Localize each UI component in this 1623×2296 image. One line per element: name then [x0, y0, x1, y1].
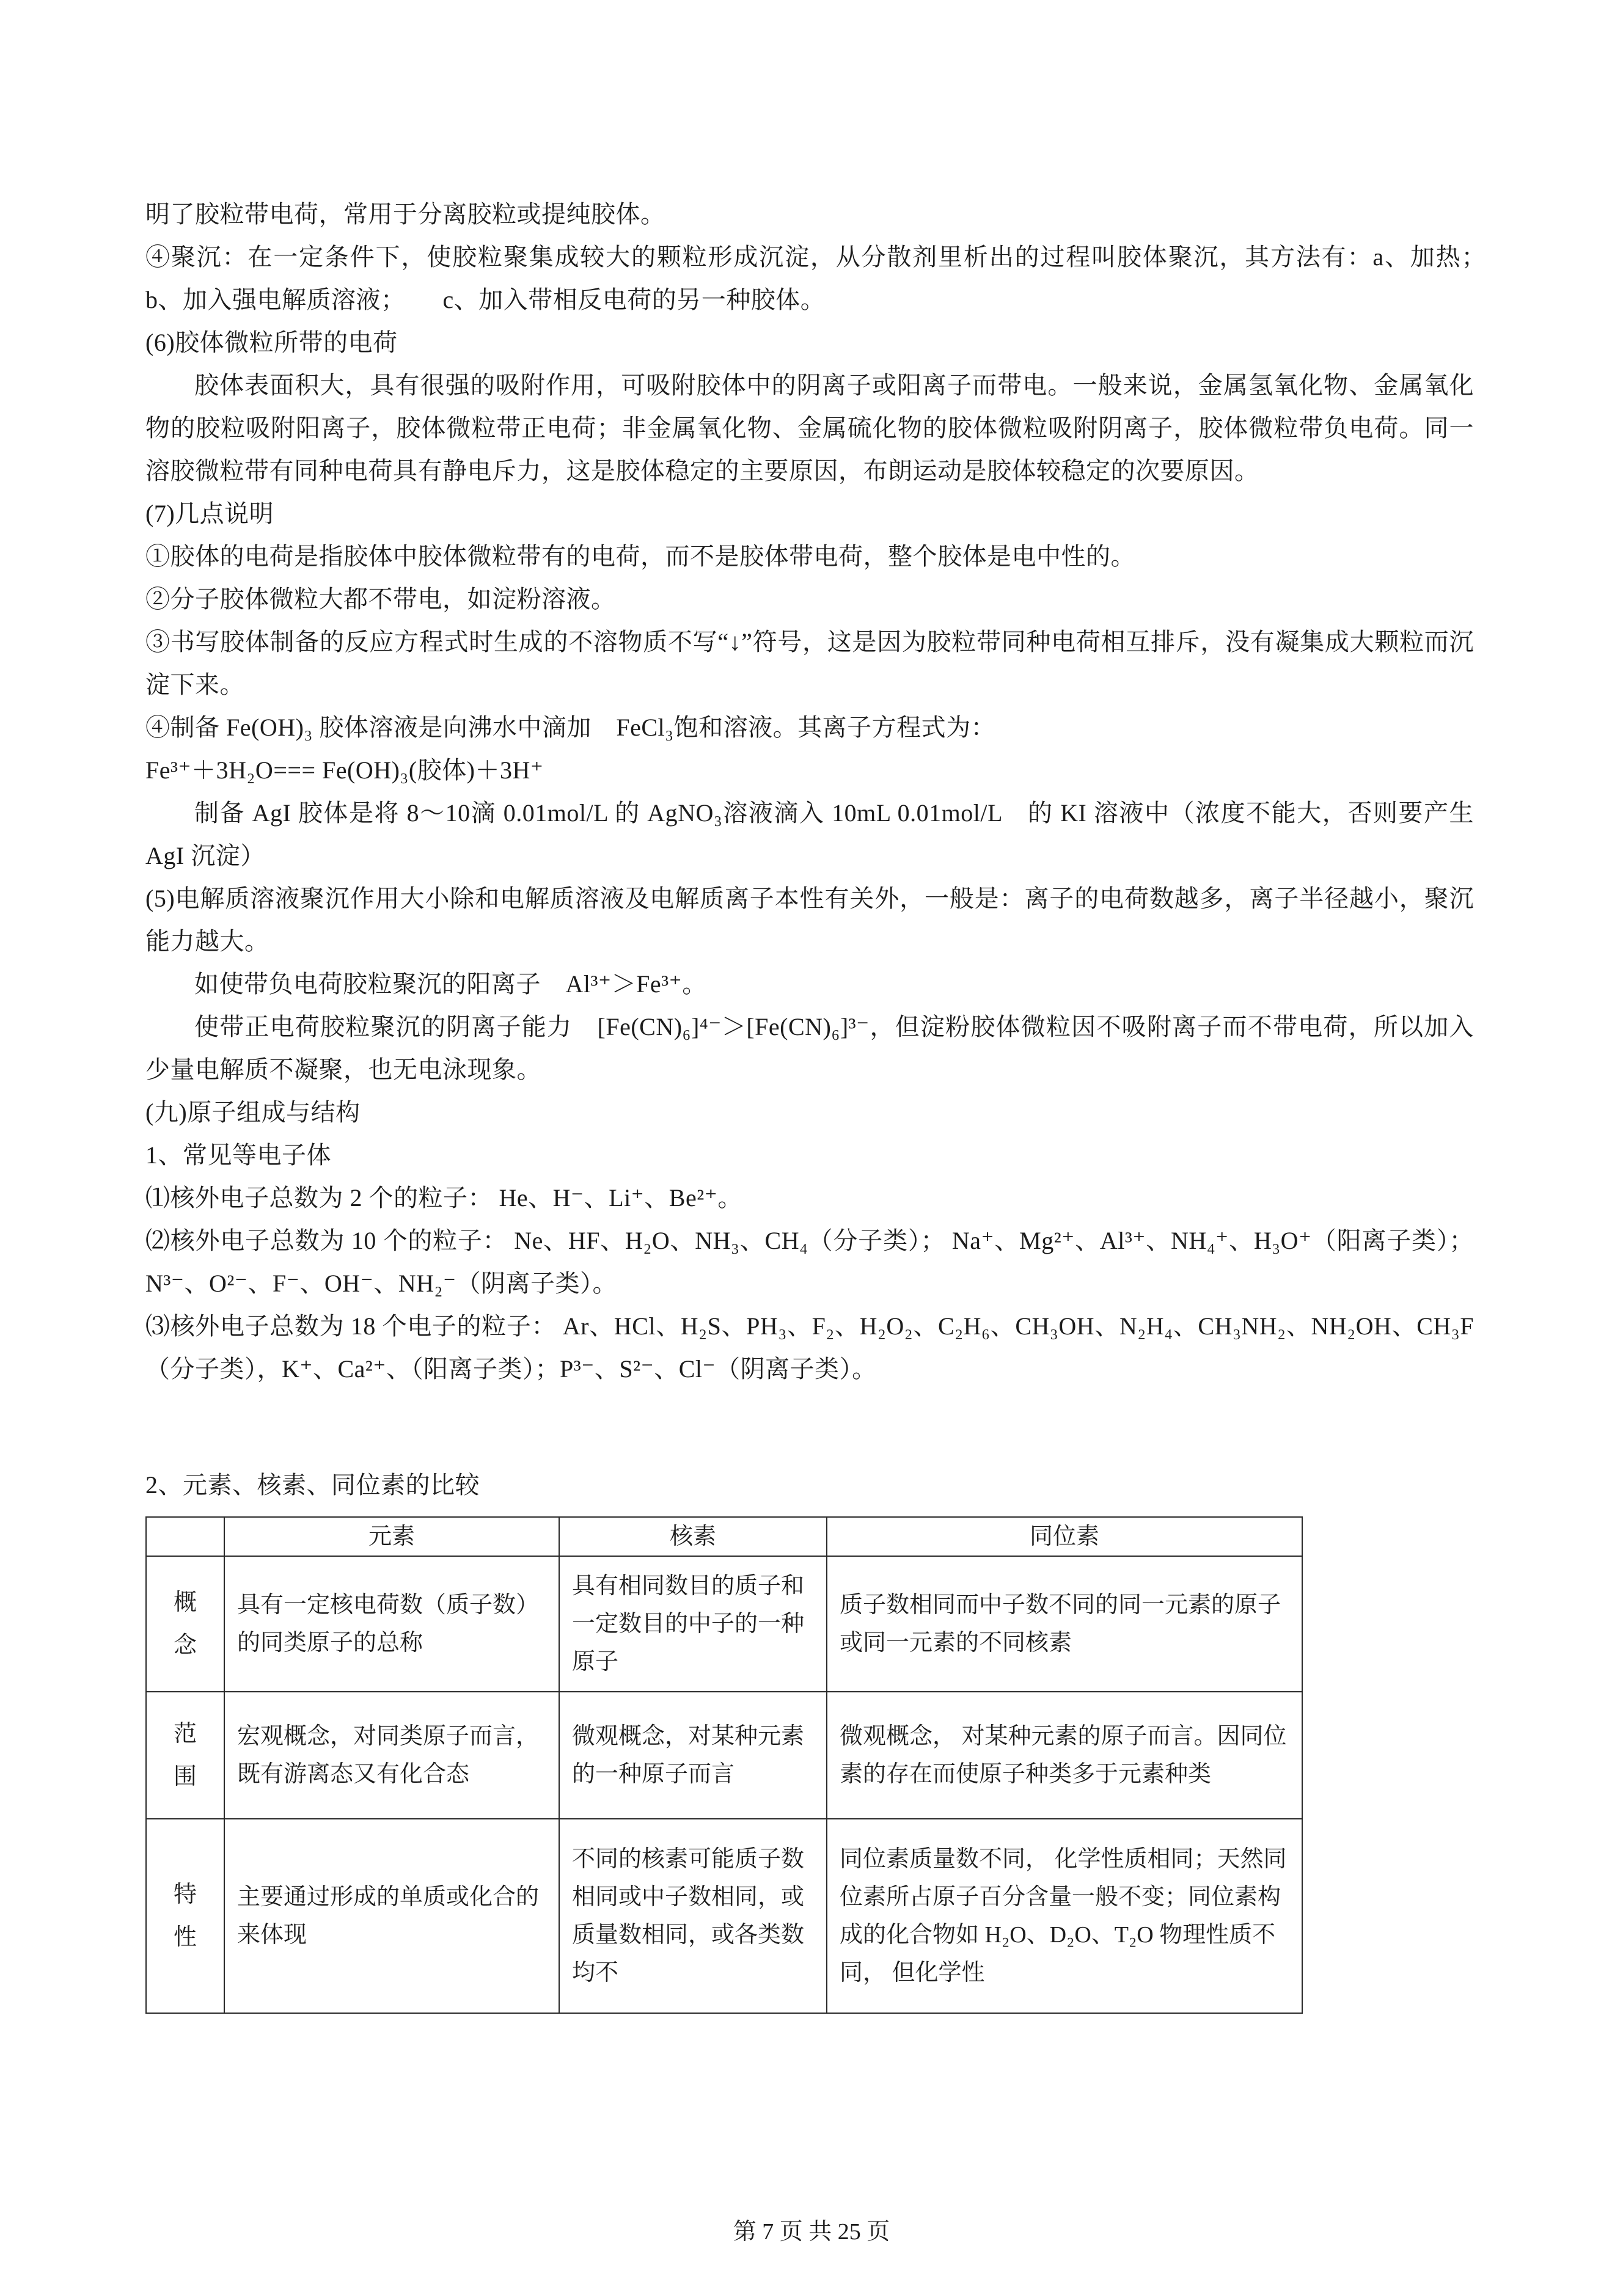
ionic-equation: Fe³⁺＋3H₂O=== Fe(OH)₃(胶体)＋3H⁺ [145, 756, 544, 784]
cell-concept-nuclide: 具有相同数目的质子和一定数目的中子的一种原子 [559, 1556, 827, 1692]
paragraph: ②分子胶体微粒大都不带电，如淀粉溶液。 [145, 585, 616, 613]
column-header-isotope: 同位素 [827, 1517, 1302, 1556]
table-row-feature [146, 1819, 1302, 2013]
table-row-concept [146, 1556, 1302, 1692]
paragraph-agi-preparation: 制备 AgI 胶体是将 8～10滴 0.01mol/L 的 AgNO₃溶液滴入 10mL 0.01mol/L 的 KI 溶液中（浓度不能大，否则要产生 AgI 沉淀） [145, 799, 1474, 869]
section-heading-atom-structure: (九)原子组成与结构 [145, 1099, 361, 1126]
paragraph: (5)电解质溶液聚沉作用大小除和电解质溶液及电解质离子本性有关外，一般是：离子的电荷数越多，离子半径越小，聚沉能力越大。 [145, 885, 1474, 955]
cell-feature-element: 主要通过形成的单质或化合的来体现 [224, 1819, 559, 2013]
cell-feature-isotope: 同位素质量数不同， 化学性质相同；天然同位素所占原子百分含量一般不变；同位素构成的化合物如 H₂O、D₂O、T₂O 物理性质不同， 但化学性 [827, 1819, 1302, 2013]
paragraph-2-electron: ⑴核外电子总数为 2 个的粒子： He、H⁻、Li⁺、Be²⁺。 [145, 1184, 742, 1212]
cell-concept-element: 具有一定核电荷数（质子数）的同类原子的总称 [224, 1556, 559, 1692]
row-label-scope: 范围 [146, 1692, 224, 1819]
cell-concept-isotope: 质子数相同而中子数不同的同一元素的原子或同一元素的不同核素 [827, 1556, 1302, 1692]
paragraph-feoh3-preparation: ④制备 Fe(OH)₃ 胶体溶液是向沸水中滴加 FeCl₃饱和溶液。其离子方程式为： [145, 714, 996, 741]
page-footer: 第 7 页 共 25 页 [733, 2219, 890, 2245]
paragraph-18-electron: ⑶核外电子总数为 18 个电子的粒子： Ar、HCl、H₂S、PH₃、F₂、H₂O₂、C₂H₆、CH₃OH、N₂H₄、CH₃NH₂、NH₂OH、CH₃F（分子类），K⁺、Ca²⁺、（阳离子类）；P³⁻、S²⁻、Cl⁻（阴离子类）。 [145, 1312, 1474, 1383]
cell-scope-isotope: 微观概念， 对某种元素的原子而言。因同位素的存在而使原子种类多于元素种类 [827, 1692, 1302, 1819]
paragraph-cation-order: 如使带负电荷胶粒聚沉的阳离子 Al³⁺＞Fe³⁺。 [194, 970, 707, 998]
subsection-heading-isoelectronic: 1、常见等电子体 [145, 1141, 331, 1169]
subsection-heading-comparison: 2、元素、核素、同位素的比较 [145, 1471, 480, 1499]
table-header-row [146, 1517, 1302, 1556]
subsection-heading-colloid-charge: (6)胶体微粒所带的电荷 [145, 329, 398, 356]
cell-feature-nuclide: 不同的核素可能质子数相同或中子数相同，或质量数相同，或各类数均不 [559, 1819, 827, 2013]
paragraph-coagulation: ④聚沉：在一定条件下，使胶粒聚集成较大的颗粒形成沉淀，从分散剂里析出的过程叫胶体聚沉，其方法有：a、加热； b、加入强电解质溶液； c、加入带相反电荷的另一种胶体。 [145, 243, 1499, 313]
column-header-nuclide: 核素 [559, 1517, 827, 1556]
paragraph: ①胶体的电荷是指胶体中胶体微粒带有的电荷，而不是胶体带电荷，整个胶体是电中性的。 [145, 543, 1135, 570]
paragraph-anion-order: 使带正电荷胶粒聚沉的阴离子能力 [Fe(CN)₆]⁴⁻＞[Fe(CN)₆]³⁻，但淀粉胶体微粒因不吸附离子而不带电荷，所以加入少量电解质不凝聚，也无电泳现象。 [145, 1013, 1474, 1083]
row-label-feature: 特性 [146, 1819, 224, 2013]
column-header-element: 元素 [224, 1517, 559, 1556]
table-row-scope [146, 1692, 1302, 1819]
paragraph: ③书写胶体制备的反应方程式时生成的不溶物质不写“↓”符号，这是因为胶粒带同种电荷相互排斥，没有凝集成大颗粒而沉淀下来。 [145, 628, 1474, 698]
table-corner-cell [146, 1517, 224, 1556]
subsection-heading-notes: (7)几点说明 [145, 500, 274, 527]
document-content [145, 193, 1499, 2014]
row-label-concept: 概念 [146, 1556, 224, 1692]
paragraph-10-electron: ⑵核外电子总数为 10 个的粒子： Ne、HF、H₂O、NH₃、CH₄（分子类）； Na⁺、Mg²⁺、Al³⁺、NH₄⁺、H₃O⁺（阳离子类）；N³⁻、O²⁻、F⁻、OH⁻、NH₂⁻（阴离子类）。 [145, 1227, 1474, 1297]
cell-scope-nuclide: 微观概念，对某种元素的一种原子而言 [559, 1692, 827, 1819]
comparison-table [145, 1516, 1303, 2014]
paragraph: 胶体表面积大，具有很强的吸附作用，可吸附胶体中的阴离子或阳离子而带电。一般来说，金属氢氧化物、金属氧化物的胶粒吸附阳离子，胶体微粒带正电荷；非金属氧化物、金属硫化物的胶体微粒吸附阴离子，胶体微粒带负电荷。同一溶胶微粒带有同种电荷具有静电斥力，这是胶体稳定的主要原因，布朗运动是胶体较稳定的次要原因。 [145, 371, 1474, 484]
paragraph: 明了胶粒带电荷，常用于分离胶粒或提纯胶体。 [145, 200, 665, 228]
cell-scope-element: 宏观概念，对同类原子而言，既有游离态又有化合态 [224, 1692, 559, 1819]
